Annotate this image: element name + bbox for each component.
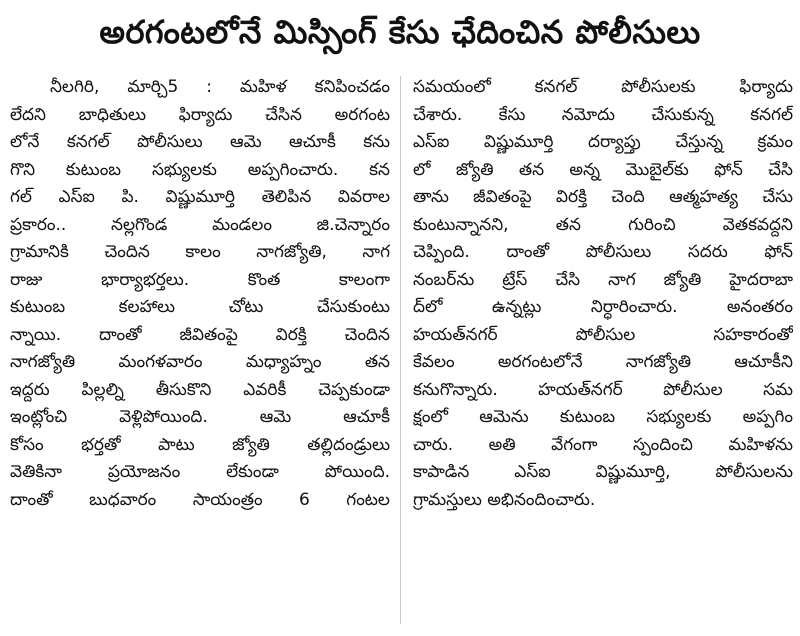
text-line: చారు. అతి వేగంగా స్పందించి మహిళను (413, 434, 793, 455)
text-line: చెప్పింది. దాంతో పోలీసులు సదరు ఫోన్ (413, 242, 793, 262)
text-line: కనుగొన్నారు. హయత్‌నగర్ పోలీసుల సమ (413, 379, 793, 400)
text-line: కోసం భర్తతో పాటు జ్యోతి తల్లిదండ్రులు (10, 434, 390, 455)
text-line: నీలగిరి, మార్చి5 : మహిళ కనిపించడం (50, 77, 390, 97)
text-line: ఇంట్లోంచి వెళ్లిపోయింది. ఆమె ఆచూకీ (10, 407, 390, 427)
text-line: ప్రకారం.. నల్లగొండ మండలం జి.చెన్నారం (10, 214, 390, 235)
text-line: చేశారు. కేసు నమోదు చేసుకున్న కనగల్ (413, 104, 793, 125)
text-line: లోనే కనగల్ పోలీసులు ఆమె ఆచూకీ కను (10, 132, 390, 152)
text-line: గల్ ఎస్ఐ పి. విష్ణుమూర్తి తెలిపిన వివరాల (10, 187, 390, 207)
text-line: సమయంలో కనగల్ పోలీసులకు ఫిర్యాదు (413, 77, 793, 97)
text-line: ఎస్ఐ విష్ణుమూర్తి దర్యాప్తు చేస్తున్న క్రమం (413, 132, 793, 152)
text-line: గొని కుటుంబ సభ్యులకు అప్పగించారు. కన (10, 159, 390, 180)
text-line: కాపాడిన ఎస్ఐ విష్ణుమూర్తి, పోలీసులను (413, 462, 793, 482)
column-divider (400, 76, 401, 624)
article-column-right (413, 74, 793, 634)
text-line: నాగజ్యోతి మంగళవారం మధ్యాహ్నం తన (10, 352, 390, 372)
text-line: కేవలం అరగంటలోనే నాగజ్యోతి ఆచూకీని (413, 352, 793, 372)
text-line: ఇద్దరు పిల్లల్ని తీసుకొని ఎవరికీ చెప్పకుండా (10, 379, 390, 400)
article-column-left (10, 74, 390, 634)
text-line: కుటుంబ కలహాలు చోటు చేసుకుంటు (10, 297, 390, 317)
text-line: గ్రామానికి చెందిన కాలం నాగజ్యోతి, నాగ (10, 242, 390, 262)
text-line: హయత్‌నగర్ పోలీసుల సహకారంతో (413, 324, 793, 345)
text-line: నంబర్‌ను ట్రేస్ చేసి నాగ జ్యోతి హైదరాబా (413, 269, 793, 290)
text-line: కుంటున్నానని, తన గురించి వెతకవద్దని (413, 214, 793, 235)
text-line: న్నాయి. దాంతో జీవితంపై విరక్తి చెందిన (10, 324, 390, 345)
text-line: లో జ్యోతి తన అన్న మొబైల్‌కు ఫోన్ చేసి (413, 159, 793, 180)
text-line: లేదని బాధితులు ఫిర్యాదు చేసిన అరగంట (10, 104, 390, 125)
text-line: గ్రామస్తులు అభినందించారు. (413, 489, 596, 510)
headline: అరగంటలోనే మిస్సింగ్ కేసు ఛేదించిన పోలీసులు (99, 13, 701, 51)
text-line: ద్‌లో ఉన్నట్లు నిర్ధారించారు. అనంతరం (413, 297, 793, 317)
text-line: రాజు భార్యాభర్తలు. కొంత కాలంగా (10, 269, 390, 290)
text-line: క్షంలో ఆమెను కుటుంబ సభ్యులకు అప్పగిం (413, 407, 793, 427)
text-line: వెతికినా ప్రయోజనం లేకుండా పోయింది. (10, 462, 390, 482)
text-line: తాను జీవితంపై విరక్తి చెంది ఆత్మహత్య చేసు (413, 187, 793, 207)
text-line: దాంతో బుధవారం సాయంత్రం 6 గంటల (10, 489, 390, 510)
